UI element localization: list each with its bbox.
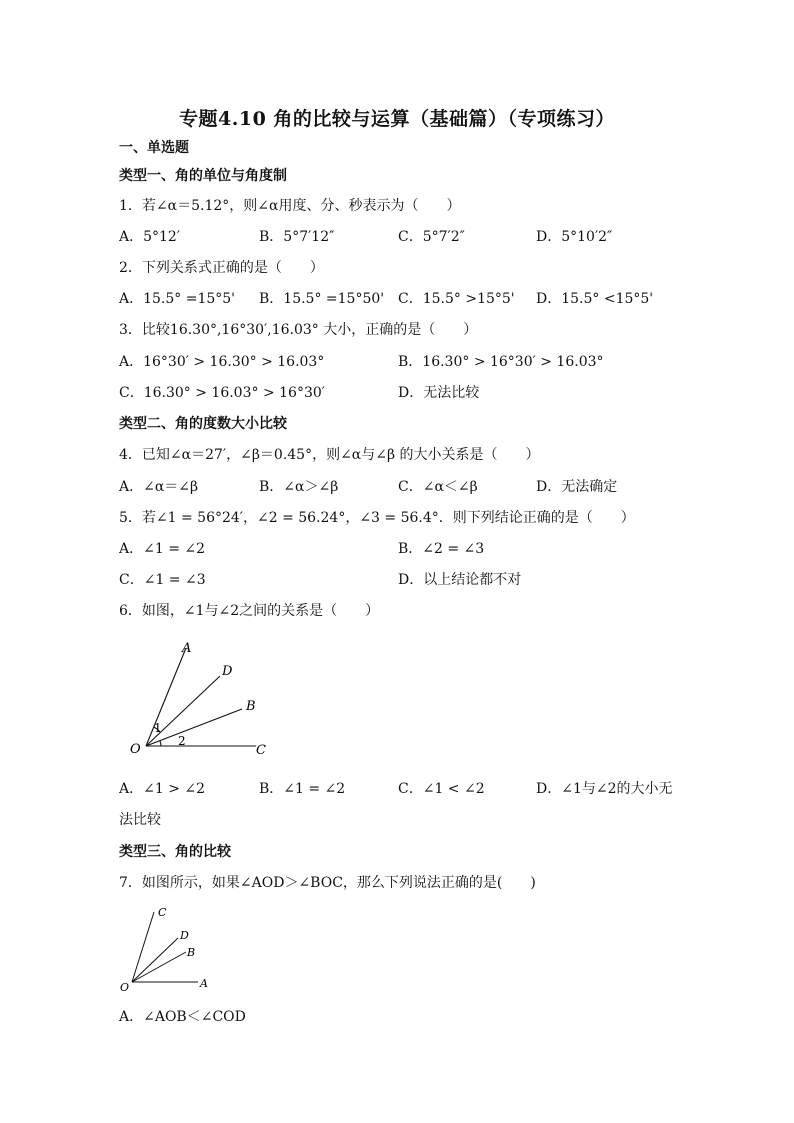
question-6-stem: 6．如图，∠1与∠2之间的关系是（ ） <box>119 603 380 619</box>
question-5-option-d: D．以上结论都不对 <box>398 572 522 588</box>
page-title: 专题4.10 角的比较与运算（基础篇）（专项练习） <box>179 108 615 130</box>
question-4-stem: 4．已知∠α＝27′，∠β＝0.45°，则∠α与∠β 的大小关系是（ ） <box>119 447 540 463</box>
question-7-option-a: A．∠AOB＜∠COD <box>119 1009 246 1025</box>
question-4-option-c: C．∠α＜∠β <box>398 479 478 495</box>
question-2-option-a: A．15.5° =15°5' <box>119 291 236 307</box>
section-heading: 一、单选题 <box>119 140 189 156</box>
question-5-option-b: B．∠2 = ∠3 <box>398 541 485 557</box>
type-heading-3: 类型三、角的比较 <box>119 844 231 860</box>
label-c: C <box>256 743 266 758</box>
label-c: C <box>158 906 167 919</box>
angle-2-arc <box>160 741 161 746</box>
type-heading-2: 类型二、角的度数大小比较 <box>119 416 287 432</box>
question-6-option-c: C．∠1 < ∠2 <box>398 781 485 797</box>
question-5-option-a: A．∠1 = ∠2 <box>119 541 206 557</box>
question-2-option-c: C．15.5° >15°5' <box>398 291 515 307</box>
question-4-option-d: D．无法确定 <box>536 479 618 495</box>
question-2-option-d: D．15.5° <15°5' <box>536 291 654 307</box>
ray-oa <box>146 648 186 746</box>
question-1-option-c: C．5°7′2″ <box>398 229 465 245</box>
question-4-option-b: B．∠α＞∠β <box>259 479 339 495</box>
question-2-stem: 2．下列关系式正确的是（ ） <box>119 260 324 276</box>
question-3-option-a: A．16°30′ > 16.30° > 16.03° <box>119 354 325 370</box>
label-b: B <box>187 946 196 959</box>
label-d: D <box>180 929 189 942</box>
question-3-option-c: C．16.30° > 16.03° > 16°30′ <box>119 385 325 401</box>
question-6-figure <box>124 636 284 764</box>
label-a: A <box>200 977 208 990</box>
label-b: B <box>246 699 256 714</box>
label-a: A <box>182 641 192 656</box>
question-6-option-a: A．∠1 > ∠2 <box>119 781 206 797</box>
question-1-option-a: A．5°12′ <box>119 229 181 245</box>
question-1-stem: 1．若∠α＝5.12°，则∠α用度、分、秒表示为（ ） <box>119 198 461 214</box>
question-1-option-d: D．5°10′2″ <box>536 229 613 245</box>
label-d: D <box>222 664 233 679</box>
label-o: O <box>120 981 130 994</box>
question-6-option-b: B．∠1 = ∠2 <box>259 781 346 797</box>
question-7-stem: 7．如图所示，如果∠AOD＞∠BOC，那么下列说法正确的是( ) <box>119 875 536 891</box>
type-heading-1: 类型一、角的单位与角度制 <box>119 168 287 184</box>
label-angle-2: 2 <box>178 734 186 748</box>
label-angle-1: 1 <box>154 721 162 735</box>
question-3-option-b: B．16.30° > 16°30′ > 16.03° <box>398 354 604 370</box>
question-2-option-b: B．15.5° =15°50' <box>259 291 385 307</box>
question-5-stem: 5．若∠1 = 56°24′，∠2 = 56.24°，∠3 = 56.4°．则下列结论正确的是（ ） <box>119 510 635 526</box>
question-6-option-d: D．∠1与∠2的大小无 <box>536 781 673 797</box>
question-4-option-a: A．∠α＝∠β <box>119 479 199 495</box>
label-o: O <box>130 742 141 757</box>
question-1-option-b: B．5°7′12″ <box>259 229 335 245</box>
question-5-option-c: C．∠1 = ∠3 <box>119 572 206 588</box>
question-3-option-d: D．无法比较 <box>398 385 480 401</box>
question-6-option-d-continued: 法比较 <box>119 812 161 828</box>
question-3-stem: 3．比较16.30°,16°30′,16.03° 大小，正确的是（ ） <box>119 322 478 338</box>
question-7-figure <box>118 902 228 994</box>
